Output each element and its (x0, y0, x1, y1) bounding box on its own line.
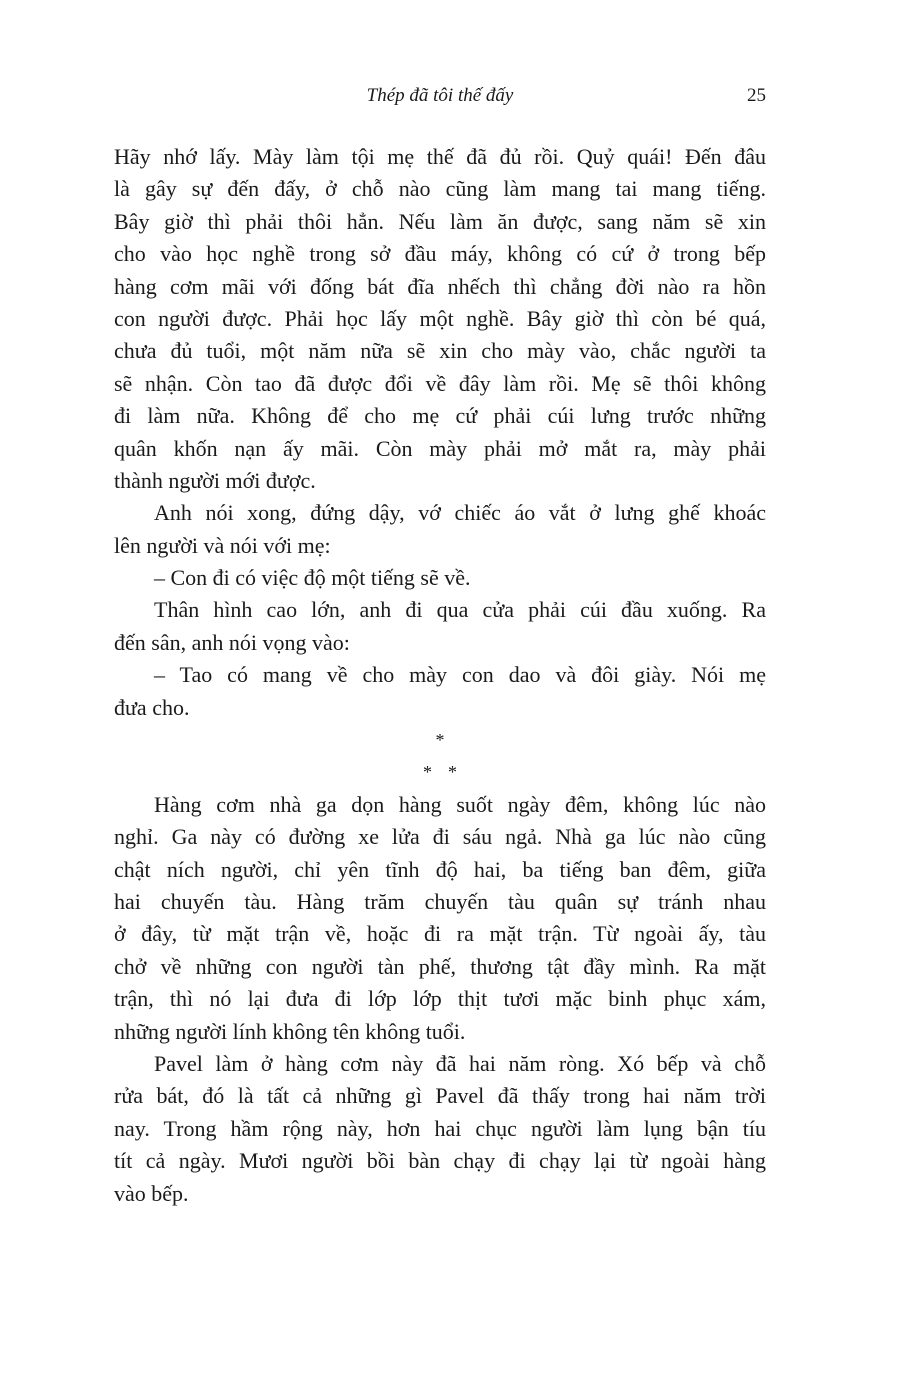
paragraph (114, 1048, 766, 1210)
text-line: cho vào học nghề trong sở đầu máy, không có cứ ở trong bếp (114, 241, 766, 267)
text-line: những người lính không tên không tuổi. (114, 1018, 466, 1044)
asterisk: * (435, 730, 445, 751)
text-line: chở về những con người tàn phế, thương tật đầy mình. Ra mặt (114, 953, 766, 979)
text-line: hai chuyến tàu. Hàng trăm chuyến tàu quân sự tránh nhau (114, 888, 766, 914)
text-line: đưa cho. (114, 694, 190, 720)
asterisk: * (448, 762, 457, 783)
paragraph (114, 789, 766, 1048)
text-line: chưa đủ tuổi, một năm nữa sẽ xin cho mày vào, chắc người ta (114, 338, 766, 364)
text-line: là gây sự đến đấy, ở chỗ nào cũng làm mang tai mang tiếng. (114, 176, 766, 202)
text-line: ở đây, từ mặt trận về, hoặc đi ra mặt trận. Từ ngoài ấy, tàu (114, 921, 766, 947)
text-line: quân khốn nạn ấy mãi. Còn mày phải mở mắt ra, mày phải (114, 435, 766, 461)
running-title: Thép đã tôi thế đấy (366, 85, 514, 106)
text-line: lên người và nói với mẹ: (114, 532, 331, 558)
asterisk: * (423, 762, 432, 783)
text-line: vào bếp. (114, 1180, 189, 1206)
text-line: Hãy nhớ lấy. Mày làm tội mẹ thế đã đủ rồi. Quỷ quái! Đến đâu (114, 144, 766, 169)
text-line: đi làm nữa. Không để cho mẹ cứ phải cúi lưng trước những (114, 403, 766, 429)
paragraph (114, 594, 766, 659)
text-line: Hàng cơm nhà ga dọn hàng suốt ngày đêm, không lúc nào (154, 791, 766, 817)
text-line: nay. Trong hầm rộng này, hơn hai chục người làm lụng bận tíu (114, 1115, 766, 1141)
page-number: 25 (747, 85, 766, 106)
body-text (114, 141, 766, 1210)
text-line: Anh nói xong, đứng dậy, vớ chiếc áo vắt ở lưng ghế khoác (154, 500, 766, 526)
paragraph (114, 141, 766, 497)
section-break-asterisks (114, 724, 766, 756)
text-line: tít cả ngày. Mươi người bồi bàn chạy đi chạy lại từ ngoài hàng (114, 1148, 766, 1174)
text-line: Bây giờ thì phải thôi hẳn. Nếu làm ăn được, sang năm sẽ xin (114, 208, 766, 234)
paragraph (114, 562, 766, 594)
text-line: chật ních người, chỉ yên tĩnh độ hai, ba tiếng ban đêm, giữa (114, 856, 766, 882)
text-line: sẽ nhận. Còn tao đã được đổi về đây làm rồi. Mẹ sẽ thôi không (114, 370, 766, 396)
section-break-asterisks (114, 756, 766, 788)
text-line: Pavel làm ở hàng cơm này đã hai năm ròng. Xó bếp và chỗ (154, 1050, 766, 1076)
text-line: thành người mới được. (114, 467, 316, 493)
paragraph (114, 659, 766, 724)
text-line: con người được. Phải học lấy một nghề. Bây giờ thì còn bé quá, (114, 305, 766, 331)
page-header (114, 82, 766, 112)
text-line: – Tao có mang về cho mày con dao và đôi giày. Nói mẹ (154, 662, 766, 688)
paragraph (114, 497, 766, 562)
text-line: trận, thì nó lại đưa đi lớp lớp thịt tươi mặc binh phục xám, (114, 986, 766, 1012)
text-line: đến sân, anh nói vọng vào: (114, 629, 350, 655)
text-line: Thân hình cao lớn, anh đi qua cửa phải cúi đầu xuống. Ra (154, 597, 766, 623)
text-line: – Con đi có việc độ một tiếng sẽ về. (154, 565, 471, 591)
text-line: rửa bát, đó là tất cả những gì Pavel đã thấy trong hai năm trời (114, 1083, 766, 1109)
text-line: nghỉ. Ga này có đường xe lửa đi sáu ngả. Nhà ga lúc nào cũng (114, 824, 766, 850)
text-line: hàng cơm mãi với đống bát đĩa nhếch thì chẳng đời nào ra hồn (114, 273, 766, 299)
